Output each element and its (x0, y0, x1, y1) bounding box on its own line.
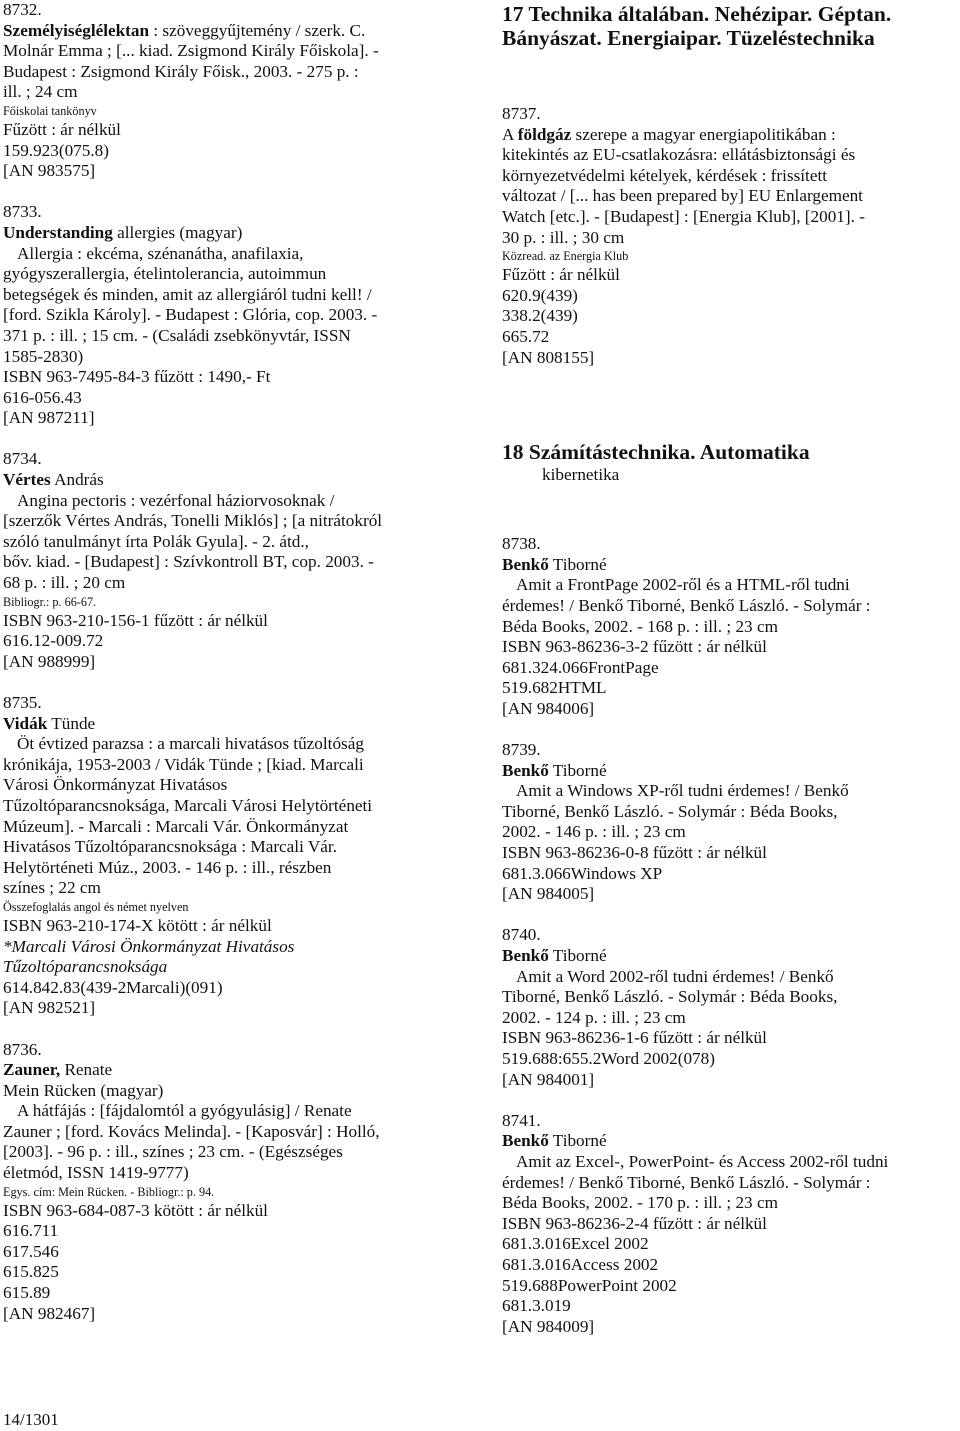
entry-line: Városi Önkormányzat Hivatásos (3, 775, 228, 795)
entry-line: érdemes! / Benkő Tiborné, Benkő László. - Solymár : (502, 595, 871, 615)
entry-heading-text: allergies (magyar) (112, 222, 243, 242)
entry-line: ISBN 963-210-156-1 fűzött : ár nélkül (3, 610, 268, 630)
entry-note: Egys. cím: Mein Rücken. - Bibliogr.: p. 94. (3, 1184, 215, 1199)
entry-line: 615.825 (3, 1262, 59, 1282)
entry-line: 616-056.43 (3, 387, 82, 407)
entry-line: 681.324.066FrontPage (502, 657, 659, 677)
catalog-entry (3, 449, 473, 672)
entry-number: 8732. (3, 0, 42, 19)
entry-line: Molnár Emma ; [... kiad. Zsigmond Király Főiskola]. - (3, 41, 379, 61)
entry-line: 614.842.83(439-2Marcali)(091) (3, 977, 223, 997)
entry-line: változat / [... has been prepared by] EU Enlargement (502, 186, 863, 206)
entry-heading-word: Understanding (3, 222, 113, 242)
entry-line: [ford. Szikla Károly]. - Budapest : Glória, cop. 2003. - (3, 305, 378, 325)
entry-line: Watch [etc.]. - [Budapest] : [Energia Klub], [2001]. - (502, 206, 865, 226)
entry-line: Mein Rücken (magyar) (3, 1080, 164, 1100)
entry-line: [2003]. - 96 p. : ill., színes ; 23 cm. - (Egészséges (3, 1142, 343, 1162)
entry-line: [AN 982521] (3, 998, 96, 1018)
entry-line: ISBN 963-86236-0-8 fűzött : ár nélkül (502, 843, 767, 863)
entry-heading-word: Benkő (502, 554, 549, 574)
entry-line: 681.3.066Windows XP (502, 863, 663, 883)
entry-line: ISBN 963-86236-2-4 fűzött : ár nélkül (502, 1213, 767, 1233)
entry-line: ISBN 963-86236-1-6 fűzött : ár nélkül (502, 1028, 767, 1048)
catalog-entry (3, 693, 473, 1019)
entry-line: 519.688:655.2Word 2002(078) (502, 1048, 715, 1068)
entry-line: Fűzött : ár nélkül (502, 265, 620, 285)
entry-heading-text: Renate (60, 1060, 113, 1080)
entry-line: [AN 808155] (502, 347, 595, 367)
entry-note: Közread. az Energia Klub (502, 249, 629, 264)
entry-heading-text: Tiborné (548, 1131, 607, 1151)
entry-line: 665.72 (502, 326, 550, 346)
entry-line: gyógyszerallergia, ételintolerancia, autoimmun (3, 264, 327, 284)
entry-title-line: A hátfájás : [fájdalomtól a gyógyulásig] / Renate (17, 1101, 352, 1121)
entry-line: életmód, ISSN 1419-9777) (3, 1163, 189, 1183)
entry-line: 681.3.019 (502, 1296, 571, 1316)
entry-spacer (3, 672, 473, 693)
entry-heading-text: : szöveggyűjtemény / szerk. C. (149, 20, 366, 40)
left-column (3, 0, 473, 1324)
entry-heading-word: Vidák (3, 713, 48, 733)
entry-line: ISBN 963-684-087-3 kötött : ár nélkül (3, 1200, 268, 1220)
entry-line: krónikája, 1953-2003 / Vidák Tünde ; [kiad. Marcali (3, 754, 364, 774)
entry-line: ISBN 963-210-174-X kötött : ár nélkül (3, 915, 272, 935)
entry-line: érdemes! / Benkő Tiborné, Benkő László. - Solymár : (502, 1172, 871, 1192)
entry-spacer (3, 182, 473, 203)
entry-line: ISBN 963-86236-3-2 fűzött : ár nélkül (502, 637, 767, 657)
entry-line: [AN 984001] (502, 1069, 595, 1089)
entry-number: 8735. (3, 693, 42, 712)
entry-line: 159.923(075.8) (3, 140, 109, 160)
entry-title-line: Öt évtized parazsa : a marcali hivatásos tűzoltóság (17, 734, 364, 754)
entry-heading-line (502, 761, 954, 782)
entry-heading-line (502, 555, 954, 576)
entry-line: [AN 987211] (3, 408, 95, 428)
entry-line: 519.682HTML (502, 678, 607, 698)
catalog-entry (3, 202, 473, 429)
entry-line: 68 p. : ill. ; 20 cm (3, 573, 126, 593)
entry-number: 8737. (502, 104, 541, 123)
entry-line: Múzeum]. - Marcali : Marcali Vár. Önkormányzat (3, 816, 349, 836)
entry-line: ill. ; 24 cm (3, 82, 78, 102)
catalog-entry (502, 104, 954, 368)
entry-line: Tűzoltóparancsnoksága, Marcali Városi Helytörténeti (3, 795, 373, 815)
entry-italic-line: *Marcali Városi Önkormányzat Hivatásos (3, 936, 295, 956)
entry-line: színes ; 22 cm (3, 878, 101, 898)
entry-line: [AN 982467] (3, 1303, 96, 1323)
entry-heading-text: Tiborné (548, 760, 607, 780)
entry-heading-word: Benkő (502, 1131, 549, 1151)
entry-line: 681.3.016Access 2002 (502, 1254, 659, 1274)
entry-line: 519.688PowerPoint 2002 (502, 1275, 677, 1295)
entry-line: 371 p. : ill. ; 15 cm. - (Családi zsebkönyvtár, ISSN (3, 325, 351, 345)
entry-line: 620.9(439) (502, 285, 578, 305)
entry-title-line: Amit a FrontPage 2002-ről és a HTML-ről tudni (516, 575, 850, 595)
entry-line: Zauner ; [ford. Kovács Melinda]. - [Kaposvár] : Holló, (3, 1121, 380, 1141)
entry-spacer (3, 1019, 473, 1040)
entry-line: 616.12-009.72 (3, 631, 104, 651)
entry-heading-line (502, 1131, 954, 1152)
entry-line: környezetvédelmi kételyek, kérdések : frissített (502, 165, 828, 185)
catalog-entry (3, 0, 473, 182)
entry-line: Tiborné, Benkő László. - Solymár : Béda Books, (502, 801, 838, 821)
entry-line: [AN 988999] (3, 651, 96, 671)
entry-line: szóló tanulmányt írta Polák Gyula]. - 2. átd., (3, 531, 309, 551)
entry-title-line: Allergia : ekcéma, szénanátha, anafilaxia, (17, 243, 304, 263)
entry-line: Béda Books, 2002. - 170 p. : ill. ; 23 cm (502, 1193, 778, 1213)
entry-number: 8738. (502, 534, 541, 554)
catalog-entry (502, 534, 954, 719)
entry-line: Budapest : Zsigmond Király Főisk., 2003. - 275 p. : (3, 61, 359, 81)
entry-line: Tiborné, Benkő László. - Solymár : Béda Books, (502, 987, 838, 1007)
right-entries (502, 534, 954, 1337)
entry-note: Főiskolai tankönyv (3, 103, 97, 118)
section-18-subtitle: kibernetika (542, 465, 620, 485)
entry-spacer (3, 429, 473, 450)
entry-line: [AN 984005] (502, 884, 595, 904)
entry-line: 30 p. : ill. ; 30 cm (502, 227, 625, 247)
entry-heading-text: András (50, 470, 104, 490)
entry-line: ISBN 963-7495-84-3 fűzött : 1490,- Ft (3, 367, 271, 387)
section-17-title-line1: 17 Technika általában. Nehézipar. Géptan. (502, 2, 892, 26)
entry-line: 1585-2830) (3, 346, 84, 366)
entry-number: 8736. (3, 1039, 42, 1059)
entry-heading-line (502, 946, 954, 967)
catalog-entry (502, 1111, 954, 1338)
entry-line: kitekintés az EU-csatlakozásra: ellátásbiztonsági és (502, 145, 856, 165)
entry-line: 2002. - 124 p. : ill. ; 23 cm (502, 1007, 686, 1027)
section-18-heading (502, 440, 954, 486)
entry-heading-word: földgáz (517, 124, 572, 144)
entry-heading-text: Tünde (47, 713, 96, 733)
section-18-title: 18 Számítástechnika. Automatika (502, 440, 810, 465)
entry-note: Összefoglalás angol és német nyelven (3, 899, 189, 914)
entry-line: 617.546 (3, 1241, 59, 1261)
entry-title-line: Amit az Excel-, PowerPoint- és Access 2002-ről tudni (516, 1151, 889, 1171)
entry-line: 616.711 (3, 1221, 59, 1241)
entry-title-line: Angina pectoris : vezérfonal háziorvosoknak / (17, 490, 335, 510)
page-footer-label: 14/1301 (3, 1410, 59, 1429)
entry-title-line: Amit a Word 2002-ről tudni érdemes! / Benkő (516, 966, 834, 986)
entry-number: 8741. (502, 1110, 541, 1130)
entry-heading-line (3, 470, 473, 491)
entry-heading-word: Benkő (502, 946, 549, 965)
entry-line: Helytörténeti Múz., 2003. - 146 p. : ill., részben (3, 857, 332, 877)
entry-line: [AN 983575] (3, 161, 96, 181)
entry-heading-word: Benkő (502, 760, 549, 780)
entry-line: [szerzők Vértes András, Tonelli Miklós] ; [a nitrátokról (3, 511, 383, 531)
entry-line: Fűzött : ár nélkül (3, 119, 121, 139)
entry-heading-line (3, 223, 473, 244)
entry-line: betegségek és minden, amit az allergiáról tudni kell! / (3, 284, 372, 304)
catalog-entry (3, 1040, 473, 1325)
right-column (502, 0, 954, 1337)
entry-number: 8740. (502, 925, 541, 945)
entry-heading-word: Vértes (3, 470, 51, 490)
section-17-heading (502, 2, 954, 50)
entry-heading-word: Személyiséglélektan (3, 20, 150, 40)
entry-heading-text: Tiborné (548, 946, 607, 965)
section-17-title-line2: Bányászat. Energiaipar. Tüzeléstechnika (502, 26, 875, 50)
entry-title-line: Amit a Windows XP-ről tudni érdemes! / Benkő (516, 781, 849, 801)
entry-heading-line (502, 125, 954, 146)
entry-line: bőv. kiad. - [Budapest] : Szívkontroll BT, cop. 2003. - (3, 552, 374, 572)
entry-line: [AN 984009] (502, 1316, 595, 1336)
catalog-entry (502, 740, 954, 905)
entry-line: Hivatásos Tűzoltóparancsnoksága : Marcali Vár. (3, 837, 337, 857)
entry-line: 615.89 (3, 1283, 51, 1303)
entry-number: 8733. (3, 202, 42, 222)
entry-heading-line (3, 21, 473, 42)
entry-line: 681.3.016Excel 2002 (502, 1234, 649, 1254)
entry-number: 8734. (3, 449, 42, 469)
entry-heading-line (3, 1060, 473, 1081)
entry-heading-word: Zauner, (3, 1060, 61, 1080)
entry-spacer (502, 905, 954, 926)
entry-italic-line: Tűzoltóparancsnoksága (3, 957, 168, 977)
entry-heading-line (3, 714, 473, 735)
entry-note: Bibliogr.: p. 66-67. (3, 594, 97, 609)
entry-heading-text: szerepe a magyar energiapolitikában : (571, 124, 836, 144)
entry-line: 338.2(439) (502, 306, 578, 326)
catalog-entry (502, 925, 954, 1090)
entry-spacer (502, 1090, 954, 1111)
entry-heading-text: Tiborné (548, 554, 607, 574)
entry-line: 2002. - 146 p. : ill. ; 23 cm (502, 822, 686, 842)
entry-line: [AN 984006] (502, 698, 595, 718)
entry-heading-text: A (502, 124, 518, 144)
catalog-entry-8737 (502, 104, 954, 368)
entry-line: Béda Books, 2002. - 168 p. : ill. ; 23 cm (502, 616, 778, 636)
entry-number: 8739. (502, 740, 541, 760)
entry-spacer (502, 719, 954, 740)
